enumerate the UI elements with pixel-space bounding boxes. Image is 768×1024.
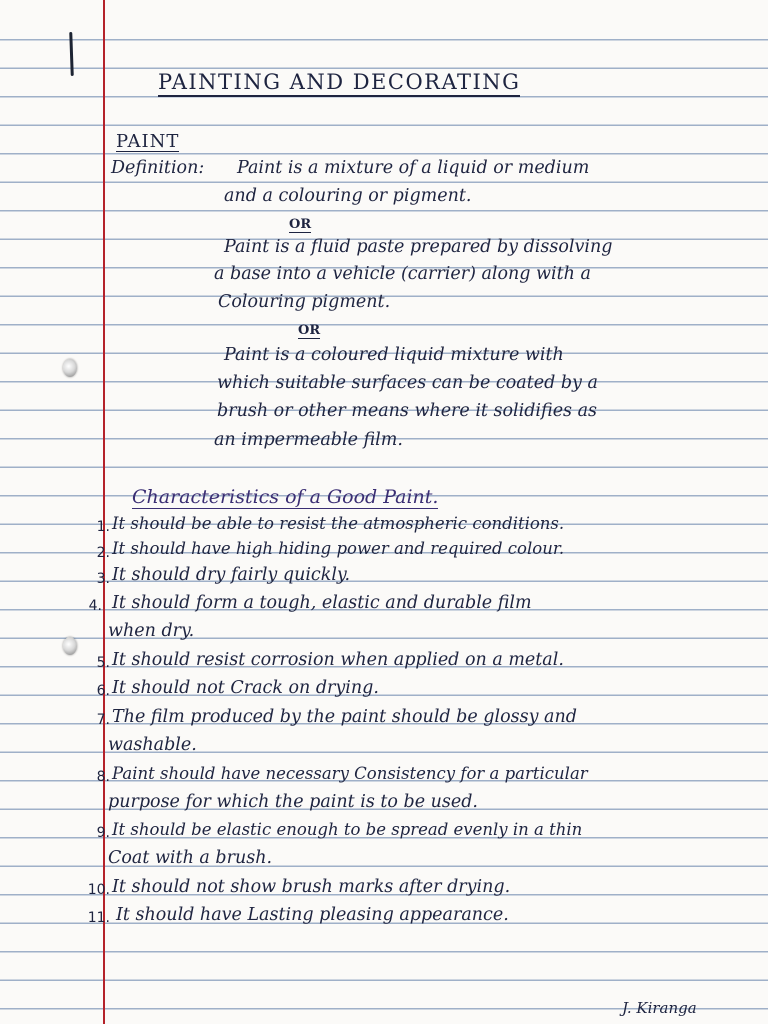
list-item-continuation: when dry. — [108, 621, 195, 641]
list-number: 3. — [96, 571, 110, 587]
list-number: 7. — [96, 712, 110, 728]
list-number: 5. — [96, 655, 110, 671]
definition-line: Colouring pigment. — [218, 292, 391, 312]
page-number-mark — [69, 32, 74, 76]
list-item: It should be elastic enough to be spread evenly in a thin — [112, 820, 583, 839]
margin-line — [103, 0, 105, 1024]
definition-line: Paint is a fluid paste prepared by dissolving — [224, 237, 613, 257]
list-item: It should have Lasting pleasing appearance. — [116, 905, 509, 925]
or-separator: OR — [298, 323, 321, 338]
list-item: It should dry fairly quickly. — [112, 565, 351, 585]
definition-label: Definition: — [111, 158, 205, 178]
list-number: 8. — [96, 769, 110, 785]
page-title: PAINTING AND DECORATING — [158, 72, 520, 97]
list-item: It should not show brush marks after drying. — [112, 877, 511, 897]
list-item-continuation: washable. — [108, 735, 197, 755]
punch-hole — [63, 637, 77, 655]
list-item: It should be able to resist the atmospheric conditions. — [112, 514, 565, 533]
list-item: It should resist corrosion when applied on a metal. — [112, 650, 564, 670]
punch-hole — [63, 359, 77, 377]
list-item-continuation: purpose for which the paint is to be used. — [108, 792, 478, 812]
definition-line: Paint is a coloured liquid mixture with — [224, 345, 564, 365]
or-separator: OR — [289, 217, 312, 232]
list-item: It should form a tough, elastic and durable film — [112, 593, 532, 613]
section-heading: PAINT — [116, 131, 180, 152]
list-number: 1. — [96, 519, 110, 535]
list-number: 11. — [87, 910, 110, 926]
list-number: 2. — [96, 545, 110, 561]
list-item: Paint should have necessary Consistency for a particular — [112, 764, 588, 783]
list-item: It should not Crack on drying. — [112, 678, 379, 698]
definition-line: which suitable surfaces can be coated by a — [217, 373, 598, 393]
list-item: It should have high hiding power and required colour. — [112, 539, 565, 558]
definition-line: a base into a vehicle (carrier) along with a — [214, 264, 591, 284]
list-number: 10. — [87, 882, 110, 898]
definition-line: and a colouring or pigment. — [224, 186, 472, 206]
definition-line: an impermeable film. — [214, 430, 403, 450]
list-number: 6. — [96, 683, 110, 699]
list-item-continuation: Coat with a brush. — [108, 848, 273, 868]
list-number: 9. — [96, 825, 110, 841]
definition-line: brush or other means where it solidifies as — [217, 401, 598, 421]
list-item: The film produced by the paint should be glossy and — [112, 707, 577, 727]
characteristics-heading: Characteristics of a Good Paint. — [132, 486, 439, 508]
list-number: 4. — [88, 598, 102, 614]
signature: J. Kiranga — [622, 999, 697, 1017]
definition-line: Paint is a mixture of a liquid or medium — [237, 158, 590, 178]
